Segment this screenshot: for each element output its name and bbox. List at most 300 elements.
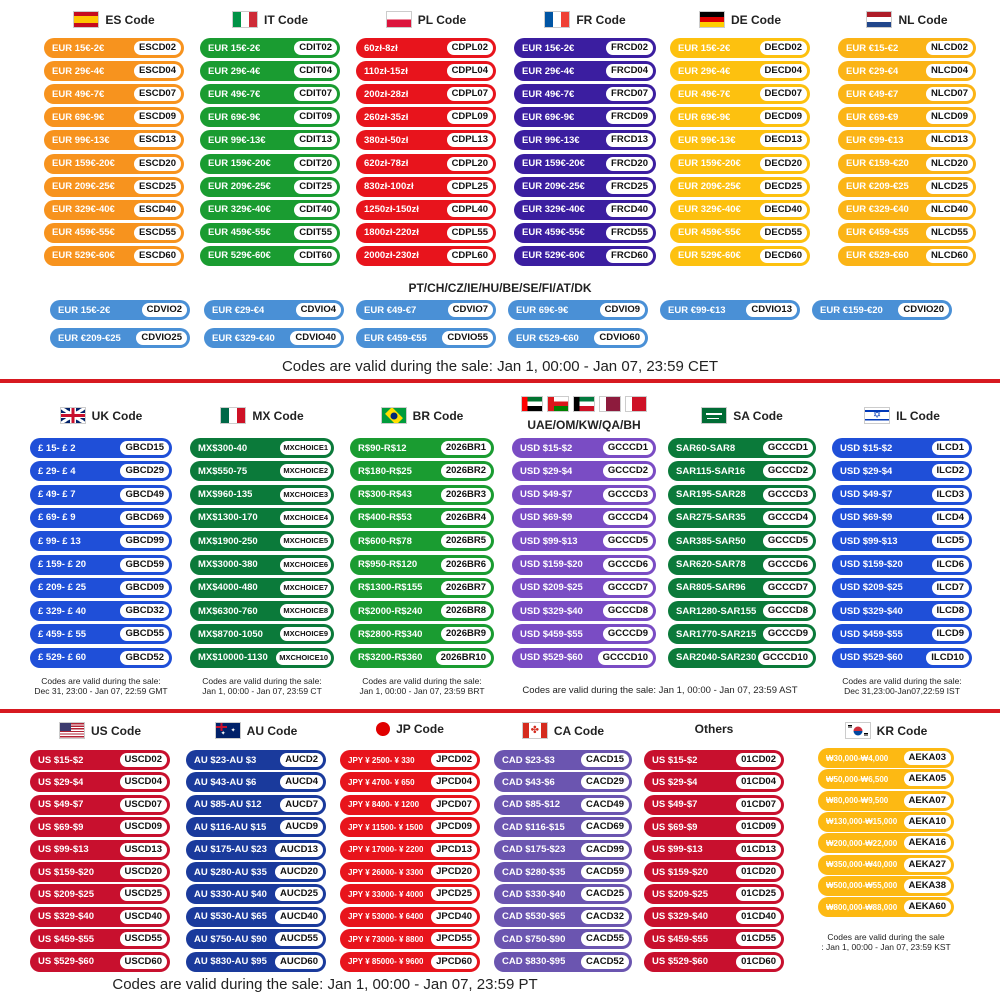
coupon-code[interactable]: MXCHOICE10 [276,651,331,665]
coupon-pill[interactable] [644,952,784,972]
coupon-code[interactable]: CDVIO7 [448,303,493,317]
coupon-code[interactable]: ESCD60 [134,249,181,263]
coupon-pill[interactable] [514,107,656,127]
coupon-pill[interactable] [186,884,326,904]
coupon-pill[interactable] [356,154,496,174]
coupon-pill[interactable] [668,531,816,551]
coupon-pill[interactable] [340,862,480,882]
coupon-pill[interactable] [190,508,334,528]
coupon-pill[interactable] [340,817,480,837]
coupon-pill[interactable] [512,601,656,621]
coupon-code[interactable]: CDPL13 [447,133,493,147]
coupon-pill[interactable] [818,812,954,832]
coupon-code[interactable]: ILCD7 [932,581,969,595]
coupon-pill[interactable] [644,929,784,949]
coupon-pill[interactable] [838,177,976,197]
coupon-pill[interactable] [190,461,334,481]
coupon-pill[interactable] [30,648,172,668]
coupon-pill[interactable] [508,328,648,348]
coupon-code[interactable]: CDVIO40 [290,331,341,345]
coupon-code[interactable]: AUCD2 [280,753,323,767]
coupon-code[interactable]: CDVIO60 [594,331,645,345]
coupon-code[interactable]: NLCD20 [926,157,973,171]
coupon-code[interactable]: ILCD2 [932,464,969,478]
coupon-pill[interactable] [818,748,954,768]
coupon-code[interactable]: GCCCD6 [763,558,813,572]
coupon-code[interactable]: DECD25 [760,180,808,194]
coupon-pill[interactable] [514,246,656,266]
coupon-code[interactable]: GBCD69 [120,511,169,525]
coupon-pill[interactable] [356,61,496,81]
coupon-pill[interactable] [832,461,972,481]
coupon-pill[interactable] [186,862,326,882]
coupon-code[interactable]: FRCD09 [606,110,653,124]
coupon-code[interactable]: 01CD02 [736,753,781,767]
coupon-code[interactable]: 2026BR10 [436,651,491,665]
coupon-code[interactable]: AEKA38 [904,879,952,893]
coupon-code[interactable]: 2026BR9 [441,627,491,641]
coupon-pill[interactable] [670,154,810,174]
coupon-pill[interactable] [44,38,184,58]
coupon-pill[interactable] [514,130,656,150]
coupon-pill[interactable] [512,578,656,598]
coupon-code[interactable]: GBCD55 [120,627,169,641]
coupon-code[interactable]: CDIT40 [294,203,337,217]
coupon-pill[interactable] [818,769,954,789]
coupon-code[interactable]: ILCD9 [932,627,969,641]
coupon-pill[interactable] [356,300,496,320]
coupon-pill[interactable] [190,555,334,575]
coupon-code[interactable]: ESCD13 [134,133,181,147]
coupon-pill[interactable] [644,795,784,815]
coupon-pill[interactable] [356,38,496,58]
coupon-code[interactable]: AUCD25 [275,887,323,901]
coupon-pill[interactable] [190,438,334,458]
coupon-pill[interactable] [200,200,340,220]
coupon-code[interactable]: GCCCD7 [603,581,653,595]
coupon-code[interactable]: CDVIO2 [142,303,187,317]
coupon-code[interactable]: ESCD20 [134,157,181,171]
coupon-code[interactable]: CDPL20 [447,157,493,171]
coupon-code[interactable]: AEKA16 [904,836,952,850]
coupon-pill[interactable] [190,485,334,505]
coupon-pill[interactable] [190,531,334,551]
coupon-code[interactable]: CDIT13 [294,133,337,147]
coupon-pill[interactable] [832,601,972,621]
coupon-pill[interactable] [340,840,480,860]
coupon-code[interactable]: GBCD09 [120,581,169,595]
coupon-code[interactable]: 2026BR6 [441,558,491,572]
coupon-code[interactable]: GCCCD7 [763,581,813,595]
coupon-code[interactable]: 01CD07 [736,798,781,812]
coupon-code[interactable]: 01CD04 [736,775,781,789]
coupon-code[interactable]: CACD69 [581,820,629,834]
coupon-code[interactable]: CACD59 [581,865,629,879]
coupon-pill[interactable] [812,300,952,320]
coupon-code[interactable]: CDVIO9 [600,303,645,317]
coupon-code[interactable]: CDIT55 [294,226,337,240]
coupon-pill[interactable] [340,772,480,792]
coupon-code[interactable]: GCCCD3 [763,488,813,502]
coupon-code[interactable]: JPCD60 [431,955,477,969]
coupon-pill[interactable] [186,952,326,972]
coupon-code[interactable]: CDPL07 [447,87,493,101]
coupon-pill[interactable] [30,461,172,481]
coupon-code[interactable]: 2026BR8 [441,604,491,618]
coupon-code[interactable]: CACD49 [581,798,629,812]
coupon-code[interactable]: ESCD25 [134,180,181,194]
coupon-code[interactable]: CDIT02 [294,41,337,55]
coupon-pill[interactable] [30,750,170,770]
coupon-pill[interactable] [838,61,976,81]
coupon-code[interactable]: ESCD07 [134,87,181,101]
coupon-pill[interactable] [512,531,656,551]
coupon-pill[interactable] [350,601,494,621]
coupon-code[interactable]: DECD09 [760,110,808,124]
coupon-code[interactable]: CDVIO4 [296,303,341,317]
coupon-pill[interactable] [512,438,656,458]
coupon-code[interactable]: GCCCD1 [763,441,813,455]
coupon-pill[interactable] [186,929,326,949]
coupon-pill[interactable] [186,840,326,860]
coupon-code[interactable]: ESCD40 [134,203,181,217]
coupon-code[interactable]: CACD15 [581,753,629,767]
coupon-code[interactable]: JPCD09 [431,820,477,834]
coupon-code[interactable]: ILCD8 [932,604,969,618]
coupon-pill[interactable] [350,648,494,668]
coupon-code[interactable]: AEKA10 [904,815,952,829]
coupon-code[interactable]: CACD99 [581,843,629,857]
coupon-code[interactable]: JPCD55 [431,932,477,946]
coupon-pill[interactable] [30,438,172,458]
coupon-code[interactable]: 2026BR1 [441,441,491,455]
coupon-code[interactable]: 01CD13 [736,843,781,857]
coupon-pill[interactable] [512,555,656,575]
coupon-code[interactable]: USCD13 [120,843,168,857]
coupon-code[interactable]: ESCD09 [134,110,181,124]
coupon-code[interactable]: CDIT20 [294,157,337,171]
coupon-code[interactable]: ILCD1 [932,441,969,455]
coupon-pill[interactable] [668,461,816,481]
coupon-code[interactable]: AUCD20 [275,865,323,879]
coupon-code[interactable]: 01CD60 [736,955,781,969]
coupon-pill[interactable] [644,750,784,770]
coupon-pill[interactable] [200,177,340,197]
coupon-code[interactable]: GCCCD4 [603,511,653,525]
coupon-code[interactable]: 2026BR7 [441,581,491,595]
coupon-code[interactable]: NLCD07 [926,87,973,101]
coupon-code[interactable]: AUCD4 [280,775,323,789]
coupon-pill[interactable] [190,578,334,598]
coupon-code[interactable]: FRCD60 [606,249,653,263]
coupon-code[interactable]: CDPL02 [447,41,493,55]
coupon-pill[interactable] [204,300,344,320]
coupon-pill[interactable] [200,107,340,127]
coupon-pill[interactable] [838,130,976,150]
coupon-code[interactable]: JPCD07 [431,798,477,812]
coupon-pill[interactable] [670,107,810,127]
coupon-pill[interactable] [838,154,976,174]
coupon-pill[interactable] [200,38,340,58]
coupon-pill[interactable] [30,601,172,621]
coupon-code[interactable]: DECD13 [760,133,808,147]
coupon-pill[interactable] [200,61,340,81]
coupon-code[interactable]: 2026BR3 [441,488,491,502]
coupon-code[interactable]: GBCD49 [120,488,169,502]
coupon-code[interactable]: 2026BR4 [441,511,491,525]
coupon-code[interactable]: CDIT25 [294,180,337,194]
coupon-pill[interactable] [30,862,170,882]
coupon-pill[interactable] [512,461,656,481]
coupon-code[interactable]: USCD02 [120,753,168,767]
coupon-pill[interactable] [30,624,172,644]
coupon-pill[interactable] [494,907,632,927]
coupon-pill[interactable] [350,555,494,575]
coupon-code[interactable]: AUCD9 [280,820,323,834]
coupon-pill[interactable] [356,223,496,243]
coupon-pill[interactable] [30,884,170,904]
coupon-pill[interactable] [832,485,972,505]
coupon-code[interactable]: USCD07 [120,798,168,812]
coupon-pill[interactable] [494,884,632,904]
coupon-pill[interactable] [356,328,496,348]
coupon-pill[interactable] [668,601,816,621]
coupon-pill[interactable] [50,300,190,320]
coupon-code[interactable]: MXCHOICE8 [280,604,331,618]
coupon-code[interactable]: GCCCD9 [763,627,813,641]
coupon-code[interactable]: FRCD13 [606,133,653,147]
coupon-pill[interactable] [356,246,496,266]
coupon-pill[interactable] [644,907,784,927]
coupon-code[interactable]: GBCD32 [120,604,169,618]
coupon-code[interactable]: NLCD04 [926,64,973,78]
coupon-pill[interactable] [512,485,656,505]
coupon-code[interactable]: ESCD02 [134,41,181,55]
coupon-code[interactable]: MXCHOICE2 [280,464,331,478]
coupon-pill[interactable] [668,648,816,668]
coupon-code[interactable]: JPCD20 [431,865,477,879]
coupon-pill[interactable] [356,107,496,127]
coupon-pill[interactable] [30,952,170,972]
coupon-pill[interactable] [670,84,810,104]
coupon-code[interactable]: JPCD02 [431,753,477,767]
coupon-pill[interactable] [356,200,496,220]
coupon-pill[interactable] [30,508,172,528]
coupon-pill[interactable] [44,107,184,127]
coupon-pill[interactable] [670,246,810,266]
coupon-code[interactable]: USCD20 [120,865,168,879]
coupon-pill[interactable] [200,130,340,150]
coupon-pill[interactable] [44,130,184,150]
coupon-code[interactable]: FRCD25 [606,180,653,194]
coupon-code[interactable]: DECD60 [760,249,808,263]
coupon-code[interactable]: USCD25 [120,887,168,901]
coupon-code[interactable]: GCCCD10 [598,651,653,665]
coupon-code[interactable]: ILCD10 [926,651,969,665]
coupon-pill[interactable] [644,817,784,837]
coupon-code[interactable]: JPCD40 [431,910,477,924]
coupon-pill[interactable] [186,907,326,927]
coupon-code[interactable]: GCCCD6 [603,558,653,572]
coupon-code[interactable]: GBCD29 [120,464,169,478]
coupon-pill[interactable] [514,38,656,58]
coupon-pill[interactable] [340,907,480,927]
coupon-pill[interactable] [644,862,784,882]
coupon-pill[interactable] [668,624,816,644]
coupon-code[interactable]: NLCD13 [926,133,973,147]
coupon-pill[interactable] [660,300,800,320]
coupon-pill[interactable] [512,624,656,644]
coupon-pill[interactable] [644,840,784,860]
coupon-code[interactable]: ESCD04 [134,64,181,78]
coupon-code[interactable]: JPCD13 [431,843,477,857]
coupon-pill[interactable] [832,508,972,528]
coupon-code[interactable]: GCCCD5 [763,534,813,548]
coupon-pill[interactable] [44,84,184,104]
coupon-code[interactable]: DECD20 [760,157,808,171]
coupon-pill[interactable] [514,84,656,104]
coupon-pill[interactable] [514,223,656,243]
coupon-pill[interactable] [186,750,326,770]
coupon-pill[interactable] [644,884,784,904]
coupon-pill[interactable] [350,508,494,528]
coupon-pill[interactable] [494,795,632,815]
coupon-code[interactable]: ILCD6 [932,558,969,572]
coupon-pill[interactable] [200,223,340,243]
coupon-code[interactable]: MXCHOICE3 [280,488,331,502]
coupon-pill[interactable] [512,648,656,668]
coupon-code[interactable]: FRCD55 [606,226,653,240]
coupon-code[interactable]: GCCCD1 [603,441,653,455]
coupon-code[interactable]: GCCCD8 [763,604,813,618]
coupon-code[interactable]: CACD55 [581,932,629,946]
coupon-code[interactable]: GCCCD2 [763,464,813,478]
coupon-code[interactable]: FRCD20 [606,157,653,171]
coupon-pill[interactable] [668,508,816,528]
coupon-code[interactable]: NLCD02 [926,41,973,55]
coupon-code[interactable]: MXCHOICE5 [280,534,331,548]
coupon-pill[interactable] [30,907,170,927]
coupon-code[interactable]: CACD32 [581,910,629,924]
coupon-code[interactable]: CDIT09 [294,110,337,124]
coupon-pill[interactable] [350,485,494,505]
coupon-pill[interactable] [818,833,954,853]
coupon-pill[interactable] [494,750,632,770]
coupon-code[interactable]: GCCCD8 [603,604,653,618]
coupon-pill[interactable] [30,840,170,860]
coupon-pill[interactable] [200,246,340,266]
coupon-pill[interactable] [832,648,972,668]
coupon-pill[interactable] [494,862,632,882]
coupon-code[interactable]: GBCD52 [120,651,169,665]
coupon-code[interactable]: GCCCD9 [603,627,653,641]
coupon-code[interactable]: AEKA27 [904,858,952,872]
coupon-code[interactable]: GCCCD5 [603,534,653,548]
coupon-code[interactable]: JPCD04 [431,775,477,789]
coupon-code[interactable]: MXCHOICE7 [280,581,331,595]
coupon-pill[interactable] [350,578,494,598]
coupon-pill[interactable] [186,772,326,792]
coupon-pill[interactable] [44,200,184,220]
coupon-code[interactable]: AEKA03 [904,751,952,765]
coupon-pill[interactable] [838,84,976,104]
coupon-code[interactable]: GCCCD2 [603,464,653,478]
coupon-pill[interactable] [350,461,494,481]
coupon-code[interactable]: AEKA07 [904,794,952,808]
coupon-code[interactable]: DECD07 [760,87,808,101]
coupon-code[interactable]: MXCHOICE6 [280,558,331,572]
coupon-code[interactable]: MXCHOICE1 [280,441,331,455]
coupon-pill[interactable] [670,223,810,243]
coupon-pill[interactable] [44,177,184,197]
coupon-pill[interactable] [50,328,190,348]
coupon-code[interactable]: USCD09 [120,820,168,834]
coupon-code[interactable]: NLCD09 [926,110,973,124]
coupon-pill[interactable] [818,791,954,811]
coupon-code[interactable]: GBCD15 [120,441,169,455]
coupon-pill[interactable] [494,840,632,860]
coupon-pill[interactable] [44,246,184,266]
coupon-code[interactable]: MXCHOICE4 [280,511,331,525]
coupon-pill[interactable] [668,485,816,505]
coupon-pill[interactable] [512,508,656,528]
coupon-pill[interactable] [832,531,972,551]
coupon-pill[interactable] [668,578,816,598]
coupon-pill[interactable] [670,38,810,58]
coupon-code[interactable]: CDVIO55 [442,331,493,345]
coupon-pill[interactable] [838,223,976,243]
coupon-code[interactable]: AUCD7 [280,798,323,812]
coupon-pill[interactable] [838,200,976,220]
coupon-pill[interactable] [832,555,972,575]
coupon-code[interactable]: AUCD40 [275,910,323,924]
coupon-pill[interactable] [670,130,810,150]
coupon-code[interactable]: NLCD60 [926,249,973,263]
coupon-code[interactable]: NLCD40 [926,203,973,217]
coupon-pill[interactable] [514,177,656,197]
coupon-pill[interactable] [186,795,326,815]
coupon-pill[interactable] [514,61,656,81]
coupon-pill[interactable] [350,624,494,644]
coupon-code[interactable]: CDPL25 [447,180,493,194]
coupon-code[interactable]: AUCD55 [275,932,323,946]
coupon-code[interactable]: CDPL04 [447,64,493,78]
coupon-code[interactable]: CDIT04 [294,64,337,78]
coupon-code[interactable]: JPCD25 [431,887,477,901]
coupon-pill[interactable] [30,531,172,551]
coupon-pill[interactable] [204,328,344,348]
coupon-pill[interactable] [514,154,656,174]
coupon-pill[interactable] [340,795,480,815]
coupon-pill[interactable] [200,154,340,174]
coupon-code[interactable]: 01CD09 [736,820,781,834]
coupon-pill[interactable] [832,624,972,644]
coupon-pill[interactable] [30,772,170,792]
coupon-code[interactable]: USCD60 [120,955,168,969]
coupon-code[interactable]: CDPL40 [447,203,493,217]
coupon-code[interactable]: CDPL09 [447,110,493,124]
coupon-pill[interactable] [340,952,480,972]
coupon-pill[interactable] [190,624,334,644]
coupon-pill[interactable] [838,107,976,127]
coupon-code[interactable]: 01CD55 [736,932,781,946]
coupon-pill[interactable] [670,200,810,220]
coupon-code[interactable]: CDVIO13 [746,303,797,317]
coupon-pill[interactable] [832,578,972,598]
coupon-code[interactable]: DECD55 [760,226,808,240]
coupon-code[interactable]: CDVIO20 [898,303,949,317]
coupon-pill[interactable] [30,578,172,598]
